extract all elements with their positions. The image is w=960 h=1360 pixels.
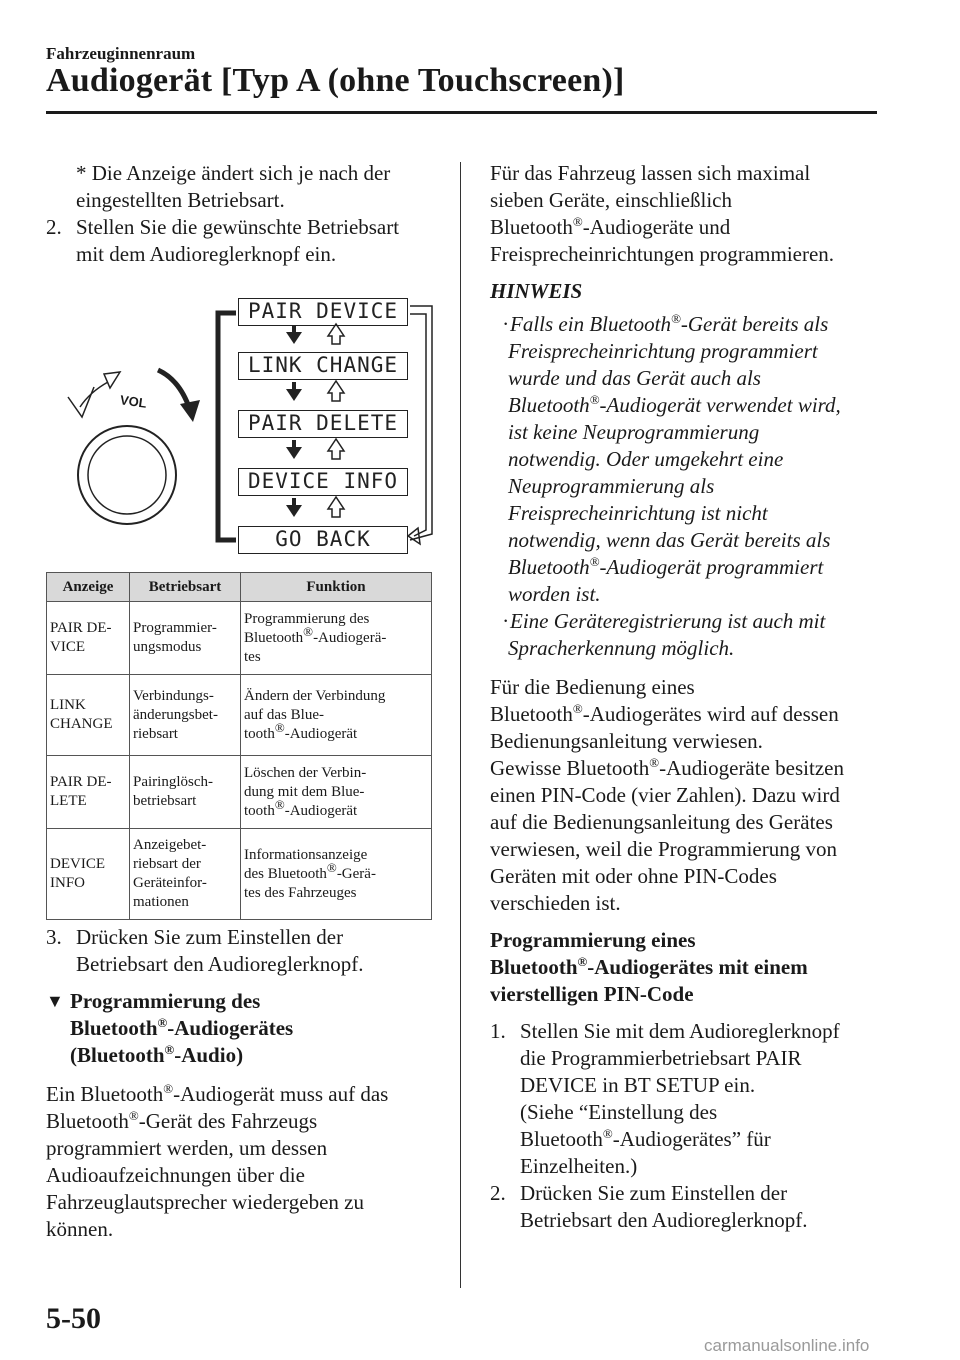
step-text: Stellen Sie mit dem Audioreglerknopf die Programmierbetriebsart PAIR DEVICE in BT SETUP ein. (Siehe “Einstellung des Bluetooth®-Audiogerätes” für Einzelheiten.)	[520, 1019, 840, 1178]
step-number: 2.	[490, 1181, 506, 1205]
footnote-line: * Die Anzeige ändert sich je nach der	[76, 161, 391, 185]
step-number: 3.	[46, 925, 62, 949]
knob-inner-ring	[88, 436, 166, 514]
lcd-link-change: LINK CHANGE	[238, 352, 408, 380]
up-arrow-icon	[328, 324, 344, 344]
cycle-line-right-outer	[410, 306, 432, 540]
cycle-line-left	[218, 313, 236, 540]
cell-betriebsart: Anzeigebet- riebsart der Geräteinfor- mationen	[130, 829, 241, 920]
cell-betriebsart: Pairinglösch- betriebsart	[130, 756, 241, 829]
footnote-line: eingestellten Betriebsart.	[76, 188, 285, 212]
down-arrow-icon	[286, 498, 302, 517]
subsection-heading: Programmierung eines Bluetooth®-Audiogerätes mit einem vierstelligen PIN-Code	[490, 928, 808, 1006]
lcd-go-back: GO BACK	[238, 526, 408, 554]
right-arrow-head	[180, 400, 200, 422]
down-arrow-icon	[286, 382, 302, 401]
table-row	[47, 829, 432, 920]
step-text: Drücken Sie zum Einstellen der Betriebsart den Audioreglerknopf.	[76, 925, 364, 976]
section-label: Fahrzeuginnenraum	[46, 44, 196, 63]
cell-anzeige: DEVICE INFO	[47, 829, 130, 920]
step-number: 1.	[490, 1019, 506, 1043]
table-row	[47, 675, 432, 756]
lcd-pair-device: PAIR DEVICE	[238, 298, 408, 326]
left-arrow-head	[104, 372, 120, 388]
menu-diagram	[60, 292, 450, 558]
title-rule	[46, 111, 877, 114]
right-column	[490, 160, 890, 1234]
note-item: · Falls ein Bluetooth®-Gerät bereits als Freisprecheinrichtung programmiert wurde und das Gerät auch als Bluetooth®-Audiogerät verwendet wird, ist keine Neuprogrammierung notwendig. Oder umgekehrt eine Neuprogrammierung als Freisprecheinrichtung ist nicht notwendig, wenn das Gerät bereits als Bluetooth®-Audiogerät programmiert worden ist.	[490, 311, 890, 608]
cell-anzeige: LINK CHANGE	[47, 675, 130, 756]
left-column-bottom	[46, 924, 446, 1243]
column-header: Funktion	[241, 573, 432, 602]
left-rotation-arrow	[80, 382, 108, 407]
note-heading: HINWEIS	[490, 279, 583, 303]
step-number: 2.	[46, 215, 62, 239]
left-column-top	[46, 160, 446, 268]
triangle-marker-icon: ▼	[46, 991, 64, 1011]
page-number: 5-50	[46, 1302, 101, 1335]
note-item: · Eine Geräteregistrierung ist auch mit Spracherkennung möglich.	[490, 608, 890, 662]
up-arrow-icon	[328, 497, 344, 517]
cell-anzeige: PAIR DE- VICE	[47, 602, 130, 675]
step-text: Drücken Sie zum Einstellen der Betriebsart den Audioreglerknopf.	[520, 1181, 808, 1232]
column-divider	[460, 162, 461, 1288]
lcd-pair-delete: PAIR DELETE	[238, 410, 408, 438]
bullet-icon: ·	[502, 609, 508, 633]
step-text: Stellen Sie die gewünschte Betriebsart mit dem Audioreglerknopf ein.	[76, 215, 400, 266]
lcd-device-info: DEVICE INFO	[238, 468, 408, 496]
step-2	[46, 214, 446, 268]
cell-betriebsart: Programmier- ungsmodus	[130, 602, 241, 675]
bullet-icon: ·	[502, 312, 508, 336]
table-row	[47, 602, 432, 675]
table-row	[47, 756, 432, 829]
cell-funktion: Löschen der Verbin- dung mit dem Blue- tooth®-Audiogerät	[241, 756, 432, 829]
up-arrow-icon	[328, 439, 344, 459]
section-heading: ▼ Programmierung des Bluetooth®-Audiogerätes (Bluetooth®-Audio)	[46, 989, 294, 1067]
page-title: Audiogerät [Typ A (ohne Touchscreen)]	[46, 62, 625, 99]
cell-anzeige: PAIR DE- LETE	[47, 756, 130, 829]
body-paragraph: Gewisse Bluetooth®-Audiogeräte besitzen einen PIN-Code (vier Zahlen). Dazu wird auf die Bedienungsanleitung des Gerätes verwiesen, weil die Programmierung von Geräten mit oder ohne PIN-Codes verschieden ist.	[490, 755, 844, 915]
step-3	[46, 924, 446, 978]
watermark: carmanualsonline.info	[704, 1336, 870, 1355]
cycle-line-right-inner	[410, 314, 426, 536]
step-2	[490, 1180, 890, 1234]
mode-table	[46, 572, 432, 920]
body-paragraph: Ein Bluetooth®-Audiogerät muss auf das Bluetooth®-Gerät des Fahrzeugs programmiert werden, um dessen Audioaufzeichnungen über die Fahrzeuglautsprecher wiedergeben zu können.	[46, 1081, 389, 1241]
cell-funktion: Programmierung des Bluetooth®-Audiogerä- tes	[241, 602, 432, 675]
column-header: Anzeige	[47, 573, 130, 602]
cell-betriebsart: Verbindungs- änderungsbet- riebsart	[130, 675, 241, 756]
table-header-row	[47, 573, 432, 602]
down-arrow-icon	[286, 440, 302, 459]
intro-paragraph: Für das Fahrzeug lassen sich maximal sieben Geräte, einschließlich Bluetooth®-Audiogeräte und Freisprecheinrichtungen programmieren.	[490, 161, 835, 266]
column-header: Betriebsart	[130, 573, 241, 602]
cell-funktion: Informationsanzeige des Bluetooth®-Gerä- tes des Fahrzeuges	[241, 829, 432, 920]
knob-outer-ring	[78, 426, 176, 524]
left-arrow-tail	[68, 387, 94, 417]
vol-label: VOL	[119, 392, 148, 411]
body-paragraph: Für die Bedienung eines Bluetooth®-Audiogerätes wird auf dessen Bedienungsanleitung verwiesen.	[490, 675, 839, 753]
step-1	[490, 1018, 890, 1180]
up-arrow-icon	[328, 381, 344, 401]
cell-funktion: Ändern der Verbindung auf das Blue- tooth®-Audiogerät	[241, 675, 432, 756]
down-arrow-icon	[286, 325, 302, 344]
